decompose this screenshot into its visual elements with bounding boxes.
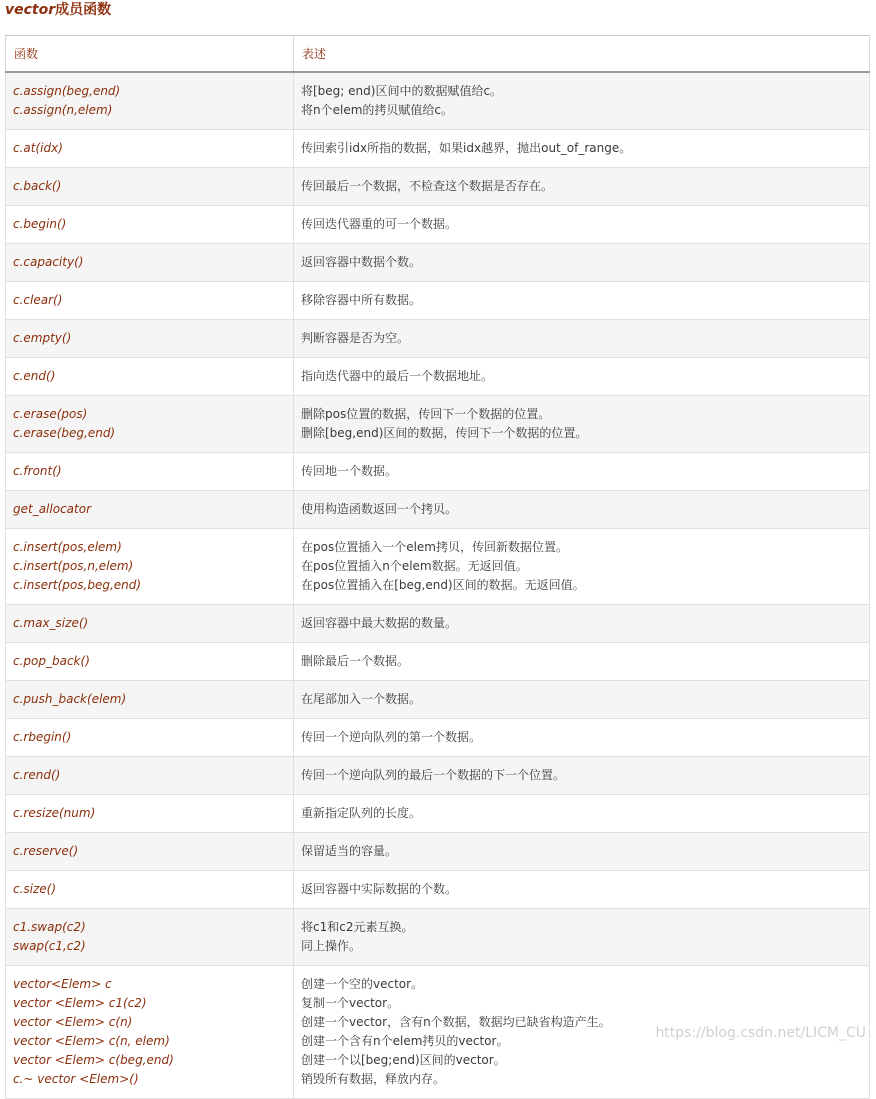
function-signature: c.~ vector <Elem>() [13, 1072, 139, 1086]
function-signature: c.back() [13, 179, 62, 193]
function-signature: c.clear() [13, 293, 63, 307]
function-cell [6, 130, 294, 168]
function-cell [6, 966, 294, 1099]
description-line: 保留适当的容量。 [301, 844, 398, 858]
function-signature: get_allocator [13, 502, 91, 516]
description-cell [294, 909, 870, 966]
function-signature: vector <Elem> c(beg,end) [13, 1053, 174, 1067]
function-cell [6, 282, 294, 320]
function-signature: c.max_size() [13, 616, 89, 630]
description-cell [294, 681, 870, 719]
description-line: 传回最后一个数据，不检查这个数据是否存在。 [301, 179, 554, 193]
description-cell [294, 643, 870, 681]
function-signature: c.insert(pos,n,elem) [13, 559, 134, 573]
function-signature: c.push_back(elem) [13, 692, 127, 706]
table-row [6, 871, 870, 909]
table-row [6, 72, 870, 130]
function-signature: c.front() [13, 464, 62, 478]
table-row [6, 491, 870, 529]
function-cell [6, 72, 294, 130]
description-line: 判断容器是否为空。 [301, 331, 410, 345]
function-cell [6, 168, 294, 206]
description-cell [294, 282, 870, 320]
function-cell [6, 833, 294, 871]
description-cell [294, 206, 870, 244]
table-row [6, 453, 870, 491]
description-cell [294, 358, 870, 396]
description-cell [294, 719, 870, 757]
function-signature: c.erase(pos) [13, 407, 88, 421]
function-signature: c.assign(n,elem) [13, 103, 113, 117]
description-line: 返回容器中实际数据的个数。 [301, 882, 458, 896]
table-row [6, 681, 870, 719]
table-row [6, 282, 870, 320]
description-cell [294, 168, 870, 206]
function-cell [6, 244, 294, 282]
function-cell [6, 396, 294, 453]
function-cell [6, 795, 294, 833]
table-row [6, 833, 870, 871]
description-cell [294, 130, 870, 168]
description-line: 返回容器中数据个数。 [301, 255, 422, 269]
function-signature: swap(c1,c2) [13, 939, 86, 953]
header-description: 表述 [294, 36, 870, 73]
watermark: https://blog.csdn.net/LICM_CU [655, 1025, 866, 1041]
function-signature: c.begin() [13, 217, 67, 231]
description-line: 在pos位置插入n个elem数据。无返回值。 [301, 559, 528, 573]
description-line: 删除pos位置的数据，传回下一个数据的位置。 [301, 407, 551, 421]
description-cell [294, 491, 870, 529]
description-cell [294, 72, 870, 130]
function-cell [6, 871, 294, 909]
table-row [6, 795, 870, 833]
description-line: 创建一个以[beg;end)区间的vector。 [301, 1053, 506, 1067]
table-row [6, 757, 870, 795]
function-cell [6, 491, 294, 529]
description-cell [294, 244, 870, 282]
function-signature: c.erase(beg,end) [13, 426, 116, 440]
description-cell [294, 605, 870, 643]
function-signature: vector<Elem> c [13, 977, 112, 991]
table-row [6, 206, 870, 244]
description-line: 删除[beg,end)区间的数据，传回下一个数据的位置。 [301, 426, 588, 440]
function-signature: c.pop_back() [13, 654, 90, 668]
description-line: 传回迭代器重的可一个数据。 [301, 217, 458, 231]
description-line: 重新指定队列的长度。 [301, 806, 422, 820]
function-cell [6, 757, 294, 795]
description-line: 将[beg; end)区间中的数据赋值给c。 [301, 84, 503, 98]
function-signature: c.rend() [13, 768, 61, 782]
description-line: 传回地一个数据。 [301, 464, 398, 478]
function-cell [6, 206, 294, 244]
description-line: 创建一个vector，含有n个数据，数据均已缺省构造产生。 [301, 1015, 611, 1029]
description-line: 返回容器中最大数据的数量。 [301, 616, 458, 630]
table-row [6, 909, 870, 966]
description-line: 将c1和c2元素互换。 [301, 920, 414, 934]
description-line: 指向迭代器中的最后一个数据地址。 [301, 369, 494, 383]
function-cell [6, 358, 294, 396]
function-cell [6, 909, 294, 966]
function-signature: c.reserve() [13, 844, 79, 858]
function-signature: vector <Elem> c(n, elem) [13, 1034, 170, 1048]
description-cell [294, 320, 870, 358]
description-line: 在pos位置插入一个elem拷贝，传回新数据位置。 [301, 540, 569, 554]
description-line: 同上操作。 [301, 939, 362, 953]
table-row [6, 244, 870, 282]
vector-member-table [5, 35, 870, 1099]
description-cell [294, 795, 870, 833]
table-row [6, 130, 870, 168]
function-cell [6, 719, 294, 757]
function-signature: c1.swap(c2) [13, 920, 86, 934]
function-signature: c.empty() [13, 331, 72, 345]
table-row [6, 320, 870, 358]
function-signature: vector <Elem> c(n) [13, 1015, 133, 1029]
function-cell [6, 529, 294, 605]
description-line: 在pos位置插入在[beg,end)区间的数据。无返回值。 [301, 578, 585, 592]
function-signature: c.assign(beg,end) [13, 84, 121, 98]
function-signature: c.size() [13, 882, 57, 896]
description-cell [294, 453, 870, 491]
description-line: 移除容器中所有数据。 [301, 293, 422, 307]
table-row [6, 643, 870, 681]
table-row [6, 358, 870, 396]
function-cell [6, 681, 294, 719]
table-row [6, 605, 870, 643]
description-line: 使用构造函数返回一个拷贝。 [301, 502, 458, 516]
description-line: 创建一个含有n个elem拷贝的vector。 [301, 1034, 509, 1048]
function-signature: c.end() [13, 369, 56, 383]
description-line: 在尾部加入一个数据。 [301, 692, 422, 706]
description-line: 复制一个vector。 [301, 996, 400, 1010]
description-cell [294, 871, 870, 909]
function-signature: c.insert(pos,beg,end) [13, 578, 142, 592]
table-row [6, 168, 870, 206]
page-title [5, 0, 111, 20]
function-signature: c.capacity() [13, 255, 84, 269]
description-line: 传回一个逆向队列的最后一个数据的下一个位置。 [301, 768, 566, 782]
table-row [6, 529, 870, 605]
page-title-code: vector [5, 2, 56, 18]
function-signature: c.rbegin() [13, 730, 72, 744]
description-line: 创建一个空的vector。 [301, 977, 424, 991]
description-line: 删除最后一个数据。 [301, 654, 410, 668]
table-row [6, 719, 870, 757]
description-cell [294, 396, 870, 453]
description-cell [294, 529, 870, 605]
description-cell [294, 833, 870, 871]
function-cell [6, 453, 294, 491]
table-row [6, 396, 870, 453]
function-signature: c.at(idx) [13, 141, 63, 155]
function-signature: vector <Elem> c1(c2) [13, 996, 147, 1010]
function-cell [6, 643, 294, 681]
function-cell [6, 605, 294, 643]
description-line: 传回索引idx所指的数据，如果idx越界，抛出out_of_range。 [301, 141, 632, 155]
description-line: 传回一个逆向队列的第一个数据。 [301, 730, 482, 744]
description-line: 销毁所有数据，释放内存。 [301, 1072, 446, 1086]
function-signature: c.insert(pos,elem) [13, 540, 122, 554]
function-signature: c.resize(num) [13, 806, 96, 820]
table-body [6, 72, 870, 1099]
page-title-text: 成员函数 [55, 2, 112, 18]
description-cell [294, 757, 870, 795]
table-header-row [6, 36, 870, 73]
function-cell [6, 320, 294, 358]
description-line: 将n个elem的拷贝赋值给c。 [301, 103, 453, 117]
header-function: 函数 [6, 36, 294, 73]
